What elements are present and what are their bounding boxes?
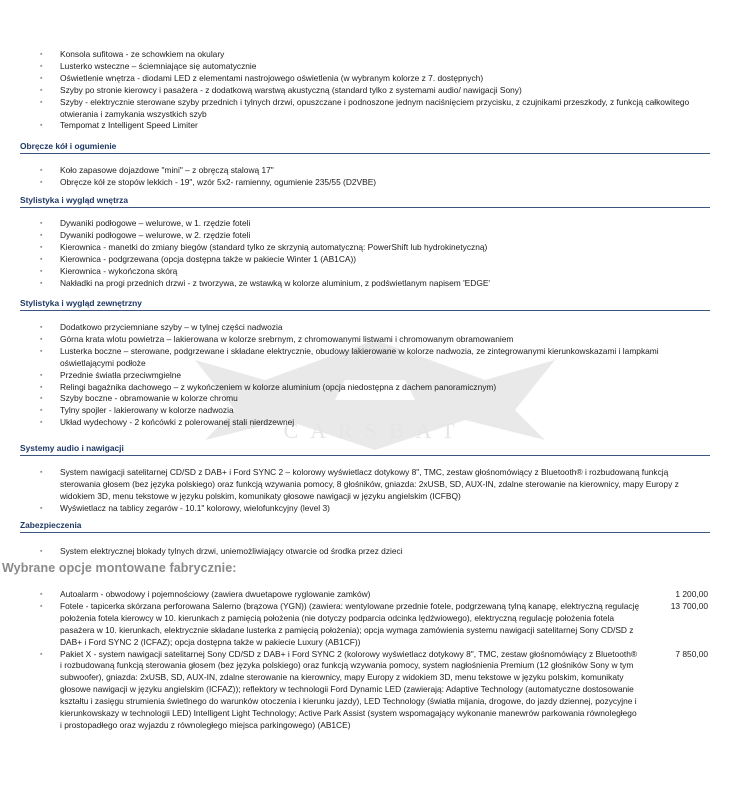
list-item: ▪ Szyby boczne - obramowanie w kolorze chromu (40, 393, 238, 404)
list-item: ▪ System elektrycznej blokady tylnych drzwi, uniemożliwiający otwarcie od środka przez dzieci (40, 546, 403, 556)
list-item: ▪ Wyświetlacz na tablicy zegarów - 10.1" kolorowy, wielofunkcyjny (level 3) (40, 502, 330, 513)
list-item: ▪ Kierownica - manetki do zmiany biegów (standard tylko ze skrzynią automatyczną: PowerShift lub hydrokinetyczną) (40, 241, 488, 252)
list-item: ▪ Konsola sufitowa - ze schowkiem na okulary (40, 49, 225, 59)
option-row: ▪ Fotele - tapicerka skórzana perforowana Salerno (brązowa (YGN)) (zawiera: wentylowane przednie fotele, podgrzewaną tylną kanapę, elektryczną regulację położenia fotela kierowcy w 10. kierunkach z pamięcią położenia (nie dotyczy podparcia odcinka lędźwiowego), elektryczną regulację położenia fotela pasażera w 10. kierunkach, elektrycznie składane lusterka z pamięcią położenia); opcja wymaga zamówienia systemu nawigacji satelitarnej Sony CD/SD z DAB+ i Ford SYNC 2 (ICFAZ); opcja dostępna także w pakiecie Luxury (AB1CF)) 13 700,00 (40, 600, 708, 647)
list-item: ▪ Nakładki na progi przednich drzwi - z tworzywa, ze wstawką w kolorze aluminium, z podświetlanym napisem 'EDGE' (40, 277, 491, 288)
list-item: ▪ Lusterko wsteczne – ściemniające się automatycznie (40, 60, 257, 71)
option-text: Fotele - tapicerka skórzana perforowana Salerno (brązowa (YGN)) (zawiera: wentylowane przednie fotele, podgrzewaną tylną kanapę, elektryczną regulację położenia fotela kierowcy w 10. kierunkach z pamięcią położenia (nie dotyczy podparcia odcinka lędźwiowego), elektryczną regulację położenia fotela pasażera w 10. kierunkach, elektrycznie składane lusterka z pamięcią położenia); opcja wymaga zamówienia systemu nawigacji satelitarnej Sony CD/SD z DAB+ i Ford SYNC 2 (ICFAZ); opcja dostępna także w pakiecie Luxury (AB1CF)) (60, 600, 640, 647)
list-item: ▪ Oświetlenie wnętrza - diodami LED z elementami nastrojowego oświetlenia (w wybranym kolorze z 7. dostępnych) (40, 72, 484, 83)
list-item: ▪ Lusterka boczne – sterowane, podgrzewane i składane elektrycznie, obudowy lakierowane w kolorze nadwozia, ze zintegrowanymi kierunkowskazami i lampkami oświetlającymi podłoże (40, 345, 659, 368)
feature-list-audio-navigation (0, 467, 730, 515)
list-item: ▪ Tempomat z Intelligent Speed Limiter (40, 120, 198, 131)
section-heading-security: Zabezpieczenia (20, 520, 710, 533)
list-item: ▪ Tylny spojler - lakierowany w kolorze nadwozia (40, 405, 234, 416)
list-item: ▪ Szyby - elektrycznie sterowane szyby przednich i tylnych drzwi, opuszczane i podnoszone jednym naciśnięciem przycisku, z czujnikami przeszkody, z funkcją całkowitego otwierania i zamykania wszystkich szyb (40, 96, 690, 119)
watermark-text: CARSBAT (283, 418, 467, 443)
list-item: ▪ Dywaniki podłogowe – welurowe, w 2. rzędzie foteli (40, 229, 251, 240)
list-item: ▪ Kierownica - podgrzewana (opcja dostępna także w pakiecie Winter 1 (AB1CA)) (40, 253, 357, 264)
feature-list-wheels (0, 165, 730, 189)
option-price: 7 850,00 (675, 648, 708, 659)
section-heading-wheels: Obręcze kół i ogumienie (20, 141, 710, 154)
option-text: Pakiet X - system nawigacji satelitarnej Sony CD/SD z DAB+ i Ford SYNC 2 (kolorowy wyświetlacz dotykowy 8", TMC, zestaw głośnomówiący z Bluetooth® i rozbudowaną funkcją sterowania głosem (bez języka polskiego) oraz funkcją wzywania pomocy, system nagłośnienia Premium (12 głośników Sony w tym subwoofer), gniazda: 2xUSB, SD, AUX-IN, zdalne sterowanie na kierownicy, mapy Europy z widokiem 3D, menu tekstowe w języku polskim, komunikaty głosowe nawigacji w języku angielskim (ICFAZ)); reflektory w technologii Ford Dynamic LED (zawierają: Adaptive Technology (automatyczne dostosowanie kształtu i zasięgu strumienia świetlnego do warunków otoczenia i kierunku jazdy), LED Technology (światła mijania, drogowe, do jazdy dziennej, pozycyjne i kierunkowskazy w technologii LED) Intelligent Light Technology; Active Park Assist (system wspomagający wykonanie manewrów parkowania równoległego i prostopadłego oraz wyjazdu z równoległego miejsca parkingowego) (AB1CE) (60, 648, 638, 730)
option-text: Autoalarm - obwodowy i pojemnościowy (zawiera dwuetapowe ryglowanie zamków) (60, 589, 371, 599)
option-row: ▪ Pakiet X - system nawigacji satelitarnej Sony CD/SD z DAB+ i Ford SYNC 2 (kolorowy wyświetlacz dotykowy 8", TMC, zestaw głośnomówiący z Bluetooth® i rozbudowaną funkcją sterowania głosem (bez języka polskiego) oraz funkcją wzywania pomocy, system nagłośnienia Premium (12 głośników Sony w tym subwoofer), gniazda: 2xUSB, SD, AUX-IN, zdalne sterowanie na kierownicy, mapy Europy z widokiem 3D, menu tekstowe w języku polskim, komunikaty głosowe nawigacji w języku angielskim (ICFAZ)); reflektory w technologii Ford Dynamic LED (zawierają: Adaptive Technology (automatyczne dostosowanie kształtu i zasięgu strumienia świetlnego do warunków otoczenia i kierunku jazdy), LED Technology (światła mijania, drogowe, do jazdy dziennej, pozycyjne i kierunkowskazy w technologii LED) Intelligent Light Technology; Active Park Assist (system wspomagający wykonanie manewrów parkowania równoległego i prostopadłego oraz wyjazdu z równoległego miejsca parkingowego) (AB1CE) 7 850,00 (40, 648, 708, 730)
feature-list-interior-style (0, 218, 730, 289)
list-item: ▪ Koło zapasowe dojazdowe "mini" – z obręczą stalową 17" (40, 165, 274, 175)
factory-options-heading: Wybrane opcje montowane fabrycznie: (2, 561, 237, 575)
section-heading-audio-navigation: Systemy audio i nawigacji (20, 443, 710, 456)
feature-list-interior-top (0, 49, 730, 132)
list-item: ▪ Relingi bagażnika dachowego – z wykończeniem w kolorze aluminium (opcja niedostępna z dachem panoramicznym) (40, 381, 497, 392)
section-heading-exterior-style: Stylistyka i wygląd zewnętrzny (20, 298, 710, 311)
section-heading-interior-style: Stylistyka i wygląd wnętrza (20, 195, 710, 208)
list-item: ▪ Górna krata wlotu powietrza – lakierowana w kolorze srebrnym, z chromowanymi listwami i chromowanym obramowaniem (40, 333, 514, 344)
factory-options-list (0, 589, 730, 732)
list-item: ▪ Dodatkowo przyciemniane szyby – w tylnej części nadwozia (40, 322, 283, 332)
option-row: ▪ Autoalarm - obwodowy i pojemnościowy (zawiera dwuetapowe ryglowanie zamków) 1 200,00 (40, 589, 708, 599)
list-item: ▪ Przednie światła przeciwmgielne (40, 369, 182, 380)
feature-list-exterior-style (0, 322, 730, 429)
feature-list-security (0, 546, 730, 558)
list-item: ▪ Szyby po stronie kierowcy i pasażera - z dodatkową warstwą akustyczną (standard tylko z systemami audio/ nawigacji Sony) (40, 84, 522, 95)
list-item: ▪ Obręcze kół ze stopów lekkich - 19", wzór 5x2- ramienny, ogumienie 235/55 (D2VBE) (40, 176, 377, 187)
list-item: ▪ System nawigacji satelitarnej CD/SD z DAB+ i Ford SYNC 2 – kolorowy wyświetlacz dotykowy 8", TMC, zestaw głośnomówiący z Bluetooth® i rozbudowaną funkcją sterowania głosem (bez języka polskiego) oraz funkcją wzywania pomocy, 8 głośników, gniazda: 2xUSB, SD, AUX-IN, zdalne sterowanie na kierownicy, mapy Europy z widokiem 3D, menu tekstowe w języku polskim, komunikaty głosowe nawigacji w języku angielskim (ICFBQ) (40, 467, 679, 501)
list-item: ▪ Dywaniki podłogowe – welurowe, w 1. rzędzie foteli (40, 218, 251, 228)
option-price: 1 200,00 (675, 589, 708, 599)
list-item: ▪ Kierownica - wykończona skórą (40, 265, 178, 276)
list-item: ▪ Układ wydechowy - 2 końcówki z polerowanej stali nierdzewnej (40, 417, 295, 428)
option-price: 13 700,00 (670, 600, 708, 611)
